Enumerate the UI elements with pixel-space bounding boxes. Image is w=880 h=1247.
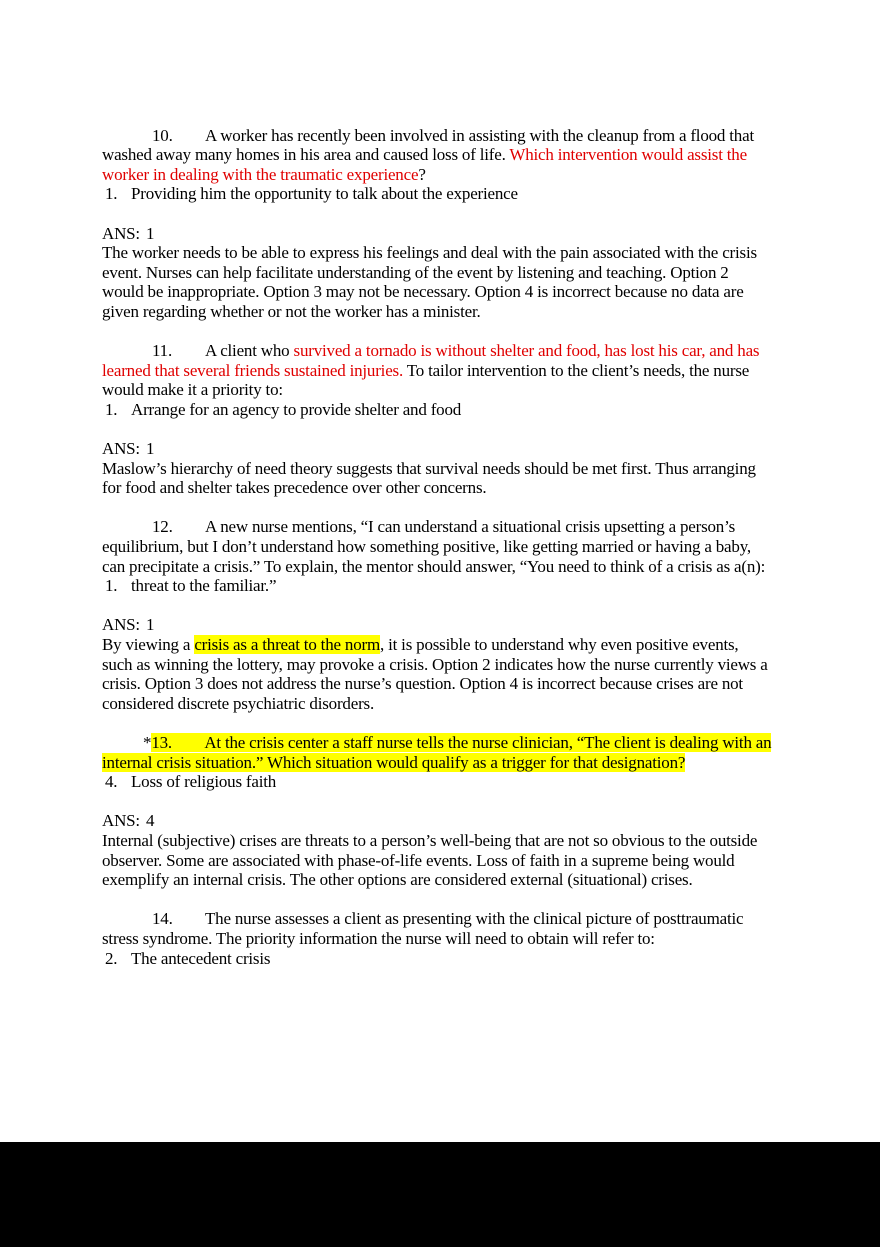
red-text-segment: Which intervention would assist the worker in dealing with the traumatic experience (102, 145, 747, 184)
option-row (102, 772, 772, 792)
question-body (102, 126, 754, 184)
question-paragraph (102, 341, 772, 400)
answer-value: 1 (145, 223, 155, 243)
option-number: 2. (105, 948, 118, 968)
option-number: 4. (105, 772, 118, 792)
option-row (102, 400, 772, 420)
red-text-segment: survived a tornado is without shelter and food, has lost his car, and has learned that several friends sustained injuries. (102, 341, 760, 380)
option-number: 1. (105, 399, 118, 419)
answer-value: 1 (145, 439, 155, 459)
answer-label: ANS: (102, 811, 140, 831)
question-paragraph (102, 517, 772, 576)
rationale-paragraph (102, 831, 772, 890)
rationale-paragraph (102, 243, 772, 321)
question-body (102, 733, 771, 772)
answer-value: 4 (145, 811, 155, 831)
option-row (102, 949, 772, 969)
option-text: Arrange for an agency to provide shelter and food (131, 399, 462, 419)
question-number: 12. (152, 517, 173, 537)
question-number: 14. (152, 909, 173, 929)
answer-row (102, 811, 772, 831)
option-row (102, 184, 772, 204)
text-segment: A worker has recently been involved in assisting with the cleanup from a flood that washed away many homes in his area and caused loss of life. (102, 125, 754, 165)
text-segment: A client who (205, 341, 294, 361)
text-segment: By viewing a (102, 635, 195, 655)
question-number: 10. (152, 125, 173, 145)
option-text: The antecedent crisis (131, 948, 271, 968)
question-paragraph (102, 909, 772, 948)
question-body (102, 341, 759, 399)
answer-label: ANS: (102, 439, 140, 459)
question-body (102, 517, 765, 575)
text-segment: , it is possible to understand why even positive events, such as winning the lottery, may provoke a crisis. Option 2 indicates how the nurse currently views a crisis. Option 3 does not address the nurse’s question. Option 4 is incorrect because crises are not considered discrete psychiatric disorders. (102, 635, 768, 713)
highlighted-text-segment: At the crisis center a staff nurse tells the nurse clinician, “The client is dealing with an internal crisis situation.” Which situation would qualify as a trigger for that designation? (102, 733, 772, 772)
answer-row (102, 615, 772, 635)
answer-row (102, 224, 772, 244)
answer-value: 1 (145, 615, 155, 635)
text-segment: Maslow’s hierarchy of need theory suggests that survival needs should be met first. Thus arranging for food and shelter takes precedence over other concerns. (102, 458, 756, 498)
option-row (102, 576, 772, 596)
asterisk-marker: * (143, 733, 152, 752)
rationale-paragraph (102, 635, 772, 713)
option-text: threat to the familiar.” (131, 576, 277, 596)
text-segment: Internal (subjective) crises are threats to a person’s well-being that are not so obvious to the outside observer. Some are associated with phase-of-life events. Loss of faith in a supreme being would exemplify an internal crisis. The other options are considered external (situational) crises. (102, 830, 758, 890)
answer-row (102, 439, 772, 459)
question-body (102, 909, 743, 948)
option-number: 1. (105, 576, 118, 596)
question-paragraph (102, 126, 772, 185)
text-segment: To tailor intervention to the client’s needs, the nurse would make it a priority to: (102, 360, 750, 400)
option-number: 1. (105, 184, 118, 204)
page-bottom-bar (0, 1142, 880, 1247)
text-segment: A new nurse mentions, “I can understand a situational crisis upsetting a person’s equilibrium, but I don’t understand how something positive, like getting married or having a baby, can precipitate a crisis.” To explain, the mentor should answer, “You need to think of a crisis as a(n): (102, 517, 766, 576)
question-paragraph (102, 733, 772, 772)
text-segment: The nurse assesses a client as presenting with the clinical picture of posttraumatic stress syndrome. The priority information the nurse will need to obtain will refer to: (102, 909, 744, 948)
highlighted-text-segment: crisis as a threat to the norm (194, 635, 380, 655)
text-segment: ? (418, 164, 426, 184)
answer-label: ANS: (102, 223, 140, 243)
rationale-paragraph (102, 459, 772, 498)
question-number: 13. (151, 733, 172, 752)
text-segment: The worker needs to be able to express his feelings and deal with the pain associated with the crisis event. Nurses can help facilitate understanding of the event by listening and teaching. Option 2 would be inappropriate. Option 3 may not be necessary. Option 4 is incorrect because no data are given regarding whether or not the worker has a minister. (102, 243, 757, 321)
answer-label: ANS: (102, 615, 140, 635)
question-number: 11. (152, 341, 173, 361)
option-text: Loss of religious faith (131, 772, 277, 792)
option-text: Providing him the opportunity to talk about the experience (131, 184, 518, 204)
